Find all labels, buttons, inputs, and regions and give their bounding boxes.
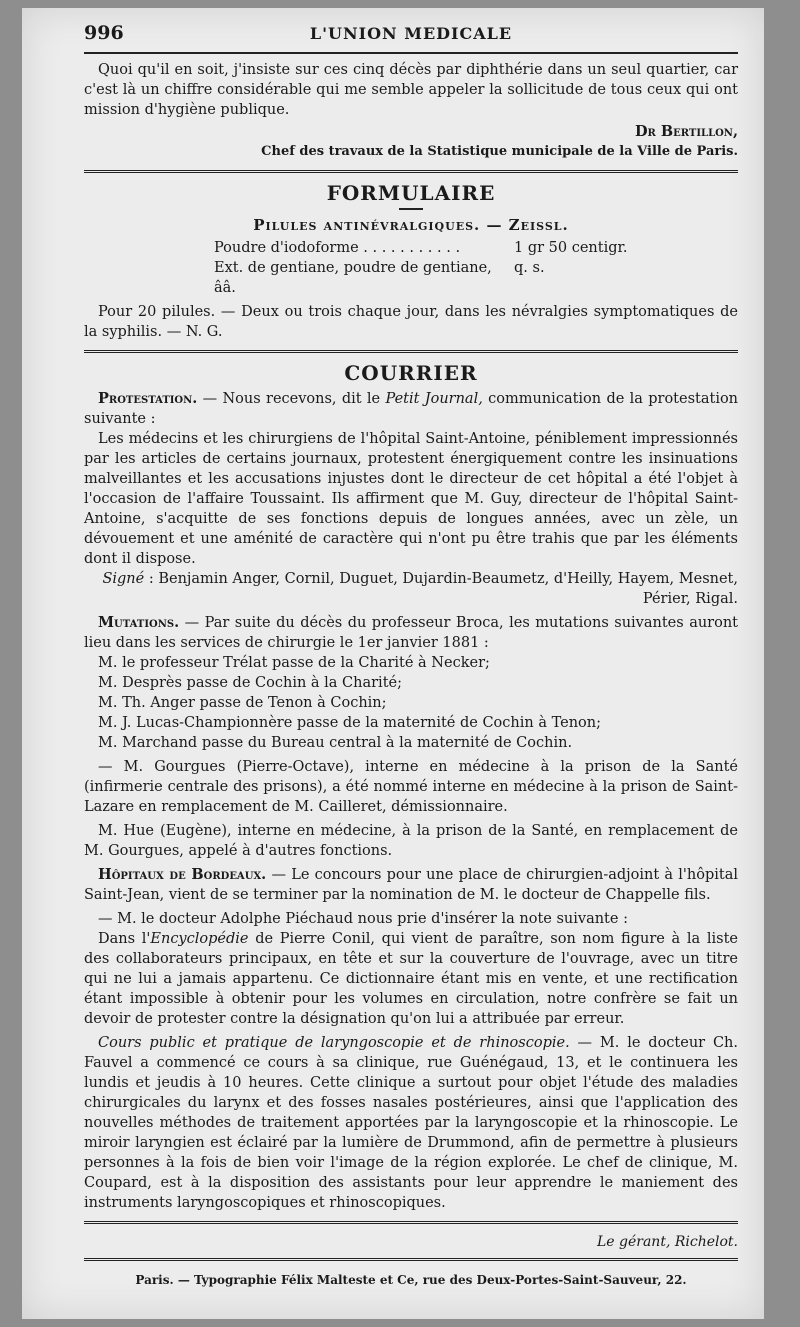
bordeaux-label: Hôpitaux de Bordeaux. bbox=[98, 866, 267, 883]
section-divider bbox=[84, 170, 738, 173]
printer-imprint: Paris. — Typographie Félix Malteste et Ce, rue des Deux-Portes-Saint-Sauveur, 22. bbox=[135, 1273, 687, 1287]
ingredient-name: Ext. de gentiane, poudre de gentiane, ââ. bbox=[214, 260, 492, 296]
bordeaux-text: — Le concours pour une place de chirurgien-adjoint à l'hôpital Saint-Jean, vient de se terminer par la nomination de M. le docteur de Chappelle fils. bbox=[84, 867, 738, 903]
page-number: 996 bbox=[84, 22, 124, 44]
footer-divider bbox=[84, 1258, 738, 1261]
section-divider bbox=[84, 350, 738, 353]
mutations-label: Mutations. bbox=[98, 614, 180, 631]
list-item: M. le professeur Trélat passe de la Charité à Necker; bbox=[98, 655, 490, 671]
protestation-intro-rest: communication de la protestation suivante : bbox=[84, 391, 739, 427]
protestation-signatures bbox=[84, 569, 738, 609]
page-content bbox=[84, 18, 738, 1287]
cours-label: Cours public et pratique de laryngoscopie et de rhinoscopie. bbox=[98, 1035, 570, 1051]
intro-signature-role: Chef des travaux de la Statistique municipale de la Ville de Paris. bbox=[261, 144, 738, 159]
ingredient-quantity: 1 gr 50 centigr. bbox=[514, 240, 628, 256]
gourgues-paragraph: — M. Gourgues (Pierre-Octave), interne en médecine à la prison de la Santé (infirmerie centrale des prisons), a été nommé interne en médecine à la prison de Saint-Lazare en remplacement de M. Cailleret, démissionnaire. bbox=[84, 759, 738, 815]
petit-journal: Petit Journal, bbox=[385, 391, 483, 407]
mutations-list bbox=[84, 653, 738, 753]
piechaud-paragraph bbox=[84, 929, 738, 1029]
hue-paragraph: M. Hue (Eugène), interne en médecine, à la prison de la Santé, en remplacement de M. Gourgues, appelé à d'autres fonctions. bbox=[84, 823, 738, 859]
bordeaux-paragraph bbox=[84, 865, 738, 905]
signe-names: : Benjamin Anger, Cornil, Duguet, Dujardin-Beaumetz, d'Heilly, Hayem, Mesnet, Périer, Rigal. bbox=[148, 571, 738, 607]
cours-paragraph bbox=[84, 1033, 738, 1213]
ingredient-row bbox=[214, 258, 738, 298]
encyclopedie-title: Encyclopédie bbox=[150, 931, 249, 947]
formula-title: Pilules antinévralgiques. — Zeissl. bbox=[253, 216, 569, 234]
piechaud-dans: Dans l' bbox=[98, 931, 151, 947]
formulaire-title bbox=[84, 181, 738, 210]
newspaper-page bbox=[22, 8, 764, 1319]
list-item: M. J. Lucas-Championnère passe de la maternité de Cochin à Tenon; bbox=[98, 715, 602, 731]
protestation-intro-text: — Nous recevons, dit le bbox=[202, 391, 381, 407]
list-item: M. Th. Anger passe de Tenon à Cochin; bbox=[98, 695, 387, 711]
courrier-title bbox=[84, 361, 738, 385]
signe-label: Signé bbox=[102, 571, 145, 587]
mutations-intro-text: — Par suite du décès du professeur Broca, les mutations suivantes auront lieu dans les services de chirurgie le 1er janvier 1881 : bbox=[84, 615, 739, 651]
protestation-label: Protestation. bbox=[98, 390, 198, 407]
ingredient-name: Poudre d'iodoforme . . . . . . . . . . . bbox=[214, 240, 461, 256]
protestation-text: Les médecins et les chirurgiens de l'hôpital Saint-Antoine, péniblement impressionnés par les articles de certains journaux, protestent énergiquement contre les insinuations malveillantes et les accusations injustes dont le directeur de cet hôpital a été l'objet à l'occasion de l'affaire Toussaint. Ils affirment que M. Guy, directeur de l'hôpital Saint-Antoine, s'acquitte de ses fonctions depuis de longues années, avec un zèle, un dévouement et une aménité de caractère qui n'ont pu être trahis que par les éléments dont il dispose. bbox=[84, 431, 738, 567]
cours-text: — M. le docteur Ch. Fauvel a commencé ce cours à sa clinique, rue Guénégaud, 13, et le continuera les lundis et jeudis à 10 heures. Cette clinique a surtout pour objet l'étude des maladies chirurgicales du larynx et des fosses nasales postérieures, ainsi que l'application des nouvelles méthodes de traitement apportées par la laryngoscopie et la rhinoscopie. Le miroir laryngien est éclairé par la lumière de Drummond, afin de permettre à plusieurs personnes à la fois de bien voir l'image de la région explorée. Le chef de clinique, M. Coupard, est à la disposition des assistants pour leur apprendre le maniement des instruments laryngoscopiques et rhinoscopiques. bbox=[84, 1035, 739, 1211]
piechaud-intro: — M. le docteur Adolphe Piéchaud nous prie d'insérer la note suivante : bbox=[98, 911, 628, 927]
ingredient-list bbox=[214, 238, 738, 298]
page-header bbox=[84, 18, 738, 54]
ingredient-quantity: q. s. bbox=[514, 260, 545, 276]
protestation-intro bbox=[84, 389, 738, 429]
intro-paragraph: Quoi qu'il en soit, j'insiste sur ces cinq décès par diphthérie dans un seul quartier, car c'est là un chiffre considérable qui me semble appeler la sollicitude de tous ceux qui ont mission d'hygiène publique. bbox=[84, 62, 738, 118]
mutations-intro bbox=[84, 613, 738, 653]
title-dash bbox=[399, 208, 423, 210]
intro-signature: Dr Bertillon, bbox=[634, 123, 738, 140]
journal-title: L'UNION MEDICALE bbox=[309, 24, 513, 43]
footer-divider bbox=[84, 1221, 738, 1224]
formulaire-title-text: FORMULAIRE bbox=[326, 181, 496, 205]
courrier-title-text: COURRIER bbox=[344, 361, 478, 385]
gerant-signature: Le gérant, Richelot. bbox=[596, 1234, 738, 1250]
ingredient-row bbox=[214, 238, 738, 258]
list-item: M. Desprès passe de Cochin à la Charité; bbox=[98, 675, 402, 691]
formula-note: Pour 20 pilules. — Deux ou trois chaque jour, dans les névralgies symptomatiques de la syphilis. — N. G. bbox=[84, 304, 738, 340]
piechaud-text: de Pierre Conil, qui vient de paraître, son nom figure à la liste des collaborateurs principaux, en tête et sur la couverture de l'ouvrage, avec un titre qui ne lui a jamais appartenu. Ce dictionnaire étant mis en vente, et une rectification étant impossible à obtenir pour les volumes en circulation, notre confrère se fait un devoir de protester contre la désignation qu'on lui a attribuée par erreur. bbox=[84, 931, 739, 1027]
list-item: M. Marchand passe du Bureau central à la maternité de Cochin. bbox=[98, 735, 573, 751]
